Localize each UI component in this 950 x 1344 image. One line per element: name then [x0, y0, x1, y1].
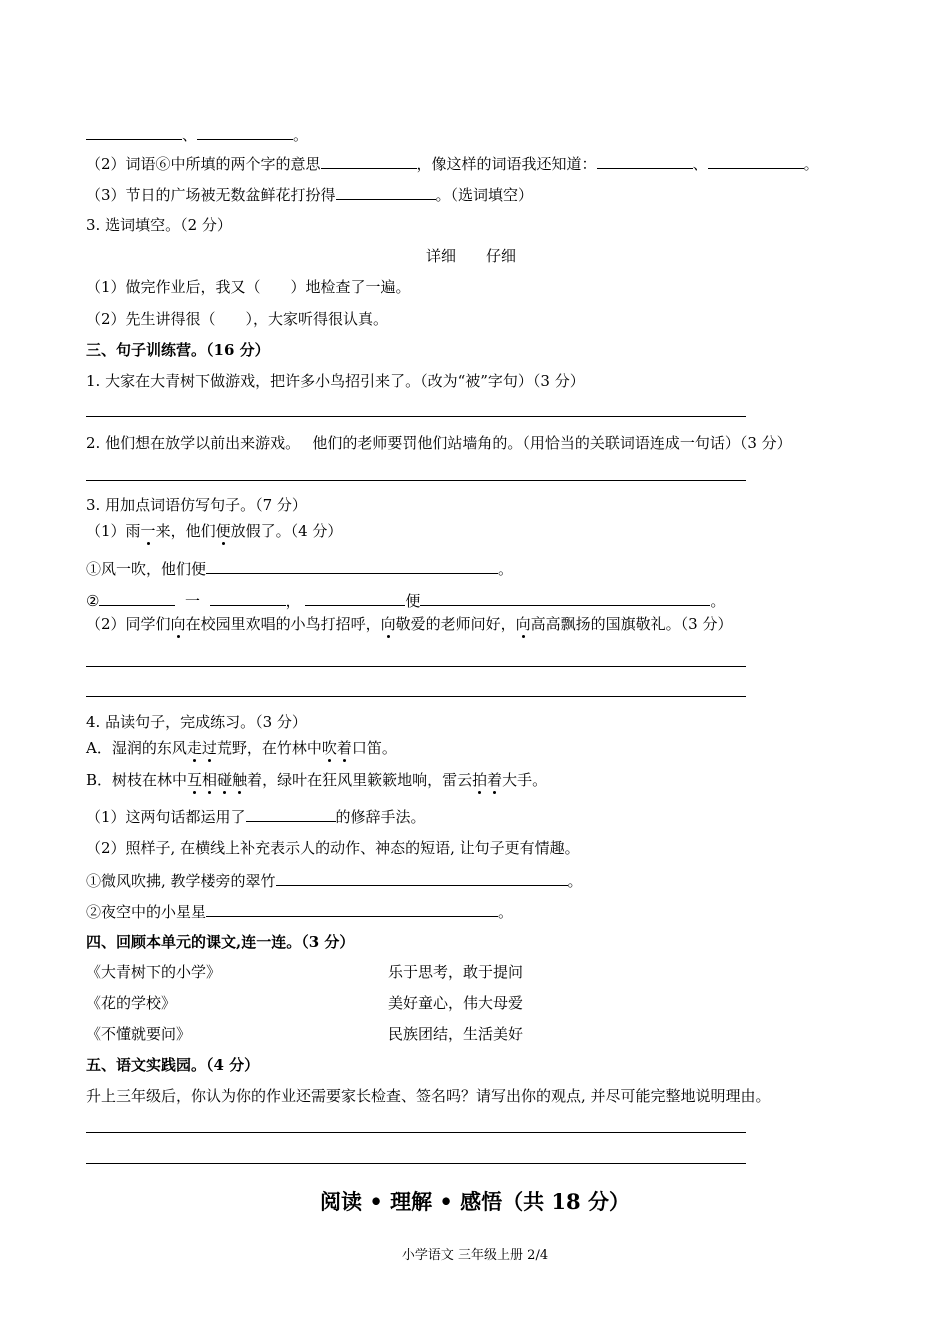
imitation-4: ②夜空中的小星星 。: [86, 903, 514, 921]
sentence-3-2: （2）同学们向在校园里欢唱的小鸟打招呼，向敬爱的老师问好，向高高飘扬的国旗敬礼。（3 分）: [86, 615, 733, 633]
section-5-question: 升上三年级后，你认为你的作业还需要家长检查、签名吗？请写出你的观点, 并尽可能完整地说明理由。: [86, 1087, 771, 1105]
match-row: [86, 1024, 191, 1044]
answer-blank[interactable]: [336, 184, 436, 200]
emphasis-char: 着: [487, 771, 503, 789]
match-row: [86, 962, 221, 982]
sentence-4-a: A．湿润的东风走过荒野，在竹林中吹着口笛。: [86, 739, 397, 757]
answer-blank[interactable]: [86, 124, 182, 140]
question-3: 3. 选词填空。（2 分）: [86, 216, 232, 234]
answer-blank[interactable]: [206, 901, 498, 917]
section-3-heading: 三、句子训练营。（16 分）: [86, 341, 270, 359]
sentence-4-b: B．树枝在林中互相碰触着，绿叶在狂风里簌簌地响，雷云拍着大手。: [86, 771, 548, 789]
emphasis-char: 拍: [472, 771, 488, 789]
emphasis-char: 着: [336, 739, 352, 757]
match-right[interactable]: 乐于思考，敢于提问: [388, 963, 524, 981]
sentence-2: 2. 他们想在放学以前出来游戏。 他们的老师要罚他们站墙角的。（用恰当的关联词语连成一句话）（3 分）: [86, 434, 792, 452]
answer-blank[interactable]: [597, 153, 693, 169]
sentence-4-2: （2）照样子, 在横线上补充表示人的动作、神态的短语, 让句子更有情趣。: [86, 839, 580, 857]
match-left[interactable]: 《大青树下的小学》: [86, 963, 222, 981]
answer-line[interactable]: [86, 696, 746, 697]
imitation-2: ② 一 ， 便 。: [86, 592, 726, 610]
emphasis-char: 触: [232, 771, 248, 789]
question-2-2: （2）词语⑥中所填的两个字的意思 ，像这样的词语我还知道： 、 。: [86, 155, 819, 173]
question-3-2: （2）先生讲得很（ ），大家听得很认真。: [86, 310, 389, 328]
answer-blank[interactable]: [197, 124, 293, 140]
page-footer: 小学语文 三年级上册 2/4: [401, 1248, 549, 1263]
answer-line[interactable]: [86, 1163, 746, 1164]
answer-blank[interactable]: [206, 558, 498, 574]
answer-line[interactable]: [86, 666, 746, 667]
imitation-1: ①风一吹，他们便 。: [86, 560, 514, 578]
answer-blank[interactable]: [321, 153, 417, 169]
section-4-heading: 四、回顾本单元的课文,连一连。（3 分）: [86, 933, 355, 951]
answer-blank[interactable]: [708, 153, 804, 169]
answer-blank[interactable]: [246, 806, 336, 822]
question-2-3: （3）节日的广场被无数盆鲜花打扮得 。（选词填空）: [86, 186, 534, 204]
sentence-3-1: （1）雨一来，他们便放假了。（4 分）: [86, 522, 343, 540]
match-right[interactable]: 民族团结，生活美好: [388, 1025, 524, 1043]
answer-blank[interactable]: [276, 870, 568, 886]
word-choices: 详细 仔细: [426, 247, 517, 265]
emphasis-char: 过: [201, 739, 217, 757]
emphasis-char: 碰: [217, 771, 233, 789]
reading-section-title: 阅读 • 理解 • 感悟（共 18 分）: [320, 1189, 630, 1214]
section-5-heading: 五、语文实践园。（4 分）: [86, 1056, 260, 1074]
answer-blank[interactable]: [420, 590, 710, 606]
answer-line[interactable]: [86, 1132, 746, 1133]
match-left[interactable]: 《花的学校》: [86, 994, 177, 1012]
sentence-3: 3. 用加点词语仿写句子。（7 分）: [86, 496, 307, 514]
answer-line[interactable]: [86, 416, 746, 417]
sentence-4-1: （1）这两句话都运用了 的修辞手法。: [86, 808, 426, 826]
match-left[interactable]: 《不懂就要问》: [86, 1025, 192, 1043]
blank-line-continued: 、 。: [86, 124, 308, 145]
match-right[interactable]: 美好童心，伟大母爱: [388, 994, 524, 1012]
answer-blank[interactable]: [305, 590, 405, 606]
imitation-3: ①微风吹拂, 教学楼旁的翠竹 。: [86, 872, 583, 890]
sentence-1: 1. 大家在大青树下做游戏，把许多小鸟招引来了。（改为“被”字句）（3 分）: [86, 372, 585, 390]
emphasis-char: 吹: [321, 739, 337, 757]
emphasis-char: 互: [187, 771, 203, 789]
emphasis-char: 走: [186, 739, 202, 757]
answer-blank[interactable]: [210, 590, 286, 606]
question-3-1: （1）做完作业后，我又（ ）地检查了一遍。: [86, 278, 411, 296]
answer-blank[interactable]: [99, 590, 175, 606]
answer-line[interactable]: [86, 480, 746, 481]
sentence-4: 4. 品读句子，完成练习。（3 分）: [86, 713, 307, 731]
match-row: [86, 993, 176, 1013]
emphasis-char: 相: [202, 771, 218, 789]
